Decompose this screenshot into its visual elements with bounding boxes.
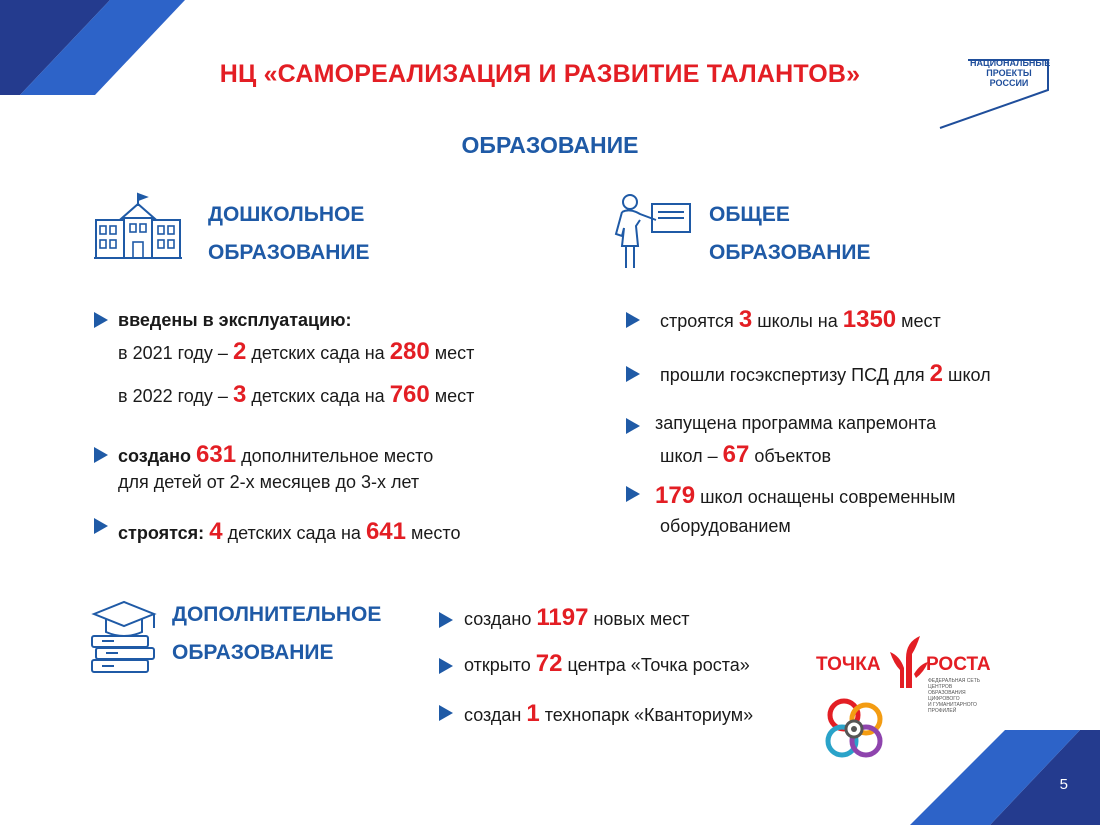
section-subtitle: ОБРАЗОВАНИЕ (461, 132, 639, 158)
page-number: 5 (1059, 776, 1068, 793)
tochka-rosta-logo (816, 632, 996, 714)
bullet-icon (439, 705, 453, 721)
bullet-icon (94, 447, 108, 463)
additional-places-line: создано 1197 новых мест (464, 604, 690, 631)
preschool-building-line: строятся: 4 детских сада на 641 место (118, 518, 461, 545)
preschool-created-line: создано 631 дополнительное место (118, 441, 434, 468)
tochka-logo-flame-icon (886, 634, 930, 690)
preschool-2021-line: в 2021 году – 2 детских сада на 280 мест (118, 338, 475, 365)
bullet-icon (439, 612, 453, 628)
additional-heading: ДОПОЛНИТЕЛЬНОЕ ОБРАЗОВАНИЕ (172, 603, 382, 664)
bullet-icon (626, 366, 640, 382)
corner-decoration-bottom-right (900, 725, 1100, 825)
bullet-icon (626, 312, 640, 328)
tochka-logo-right-word: РОСТА (926, 654, 991, 675)
preschool-2022-line: в 2022 году – 3 детских сада на 760 мест (118, 381, 475, 408)
bullet-icon (94, 518, 108, 534)
additional-centers-line: открыто 72 центра «Точка роста» (464, 650, 750, 677)
national-projects-logo-text: НАЦИОНАЛЬНЫЕ ПРОЕКТЫ РОССИИ (970, 58, 1051, 88)
bullet-icon (626, 418, 640, 434)
bullet-icon (439, 658, 453, 674)
teacher-board-icon (612, 192, 692, 270)
tochka-logo-caption: ФЕДЕРАЛЬНАЯ СЕТЬ ЦЕНТРОВ ОБРАЗОВАНИЯ ЦИФРОВОГО И ГУМАНИТАРНОГО ПРОФИЛЕЙ (928, 678, 981, 714)
kvantorium-logo (822, 697, 886, 761)
tochka-logo-left-word: ТОЧКА (816, 654, 881, 675)
bullet-icon (626, 486, 640, 502)
preschool-commissioned-label: введены в эксплуатацию: (118, 310, 352, 330)
general-equipped-line2: оборудованием (660, 516, 791, 536)
general-repair-line2: школ – 67 объектов (660, 441, 832, 468)
bullet-icon (94, 312, 108, 328)
preschool-heading: ДОШКОЛЬНОЕ ОБРАЗОВАНИЕ (208, 203, 370, 264)
additional-technopark-line: создан 1 технопарк «Кванториум» (464, 700, 754, 727)
general-repair-line1: запущена программа капремонта (655, 413, 937, 433)
graduation-cap-books-icon (90, 600, 160, 674)
general-expertise-line: прошли госэкспертизу ПСД для 2 школ (660, 360, 991, 387)
preschool-created-line2: для детей от 2-х месяцев до 3-х лет (118, 472, 420, 492)
general-equipped-line: 179 школ оснащены современным (655, 482, 956, 509)
general-heading: ОБЩЕЕ ОБРАЗОВАНИЕ (709, 203, 871, 264)
page-title: НЦ «САМОРЕАЛИЗАЦИЯ И РАЗВИТИЕ ТАЛАНТОВ» (219, 60, 861, 88)
general-schools-line: строятся 3 школы на 1350 мест (660, 306, 941, 333)
kindergarten-building-icon (92, 190, 184, 260)
